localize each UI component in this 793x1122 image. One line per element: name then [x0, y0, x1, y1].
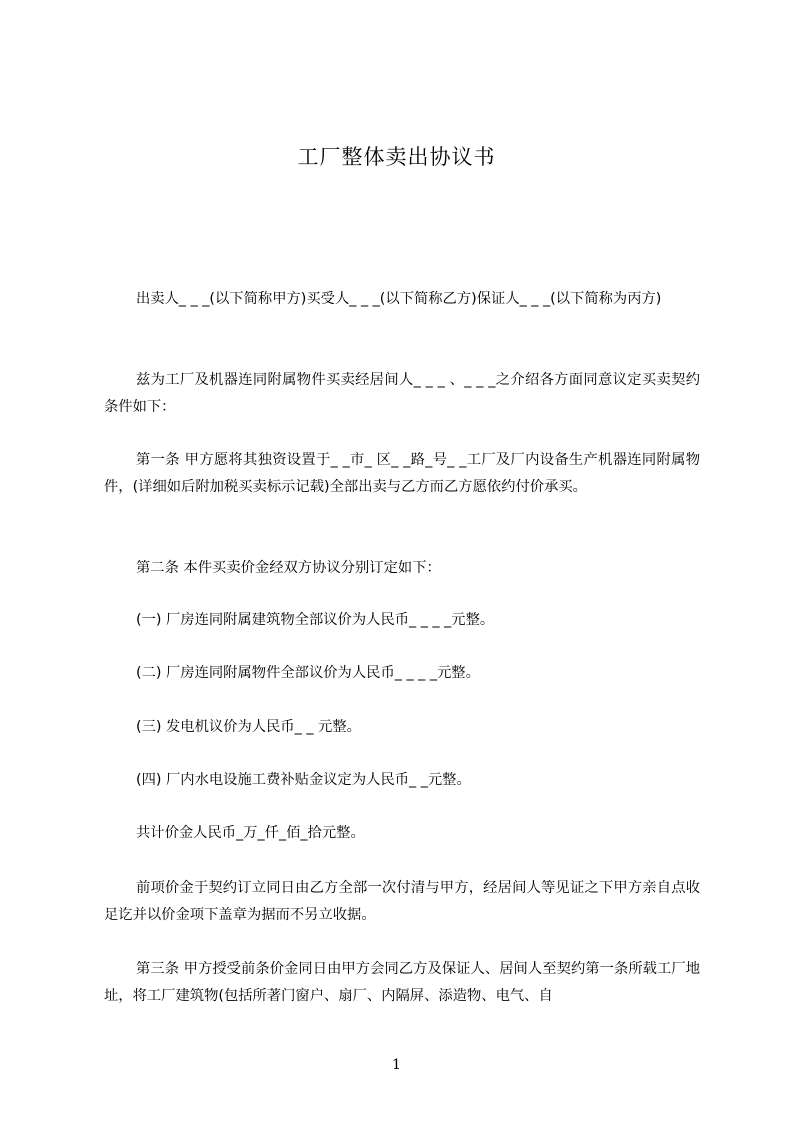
paragraph-payment: 前项价金于契约订立同日由乙方全部一次付清与甲方，经居间人等见证之下甲方亲自点收足讫并以价金项下盖章为据而不另立收据。 [104, 880, 700, 923]
paragraph-total: 共计价金人民币_万_仟_佰_拾元整。 [136, 825, 365, 841]
price-item-2: (二) 厂房连同附属物件全部议价为人民币_ _ _ _元整。 [136, 665, 480, 681]
paragraph-article-2: 第二条 本件买卖价金经双方协议分别订定如下： [136, 560, 441, 576]
price-item-3: (三) 发电机议价为人民币_ _ 元整。 [136, 719, 361, 735]
price-item-1: (一) 厂房连同附属建筑物全部议价为人民币_ _ _ _元整。 [136, 612, 495, 628]
price-item-4: (四) 厂内水电设施工费补贴金议定为人民币_ _元整。 [136, 772, 471, 788]
document-title: 工厂整体卖出协议书 [297, 145, 496, 169]
paragraph-article-1: 第一条 甲方愿将其独资设置于_ _市_ 区_ _路_号_ _工厂及厂内设备生产机器连同附属物件，(详细如后附加税买卖标示记载)全部出卖与乙方而乙方愿依约付价承买。 [104, 452, 700, 495]
paragraph-parties: 出卖人_ _ _(以下简称甲方)买受人_ _ _(以下简称乙方)保证人_ _ _(以下简称为丙方) [136, 291, 662, 307]
paragraph-preamble: 兹为工厂及机器连同附属物件买卖经居间人_ _ _ 、_ _ _之介绍各方面同意议定买卖契约条件如下： [104, 372, 700, 415]
paragraph-article-3: 第三条 甲方授受前条价金同日由甲方会同乙方及保证人、居间人至契约第一条所载工厂地址，将工厂建筑物(包括所著门窗户、扇厂、内隔屏、添造物、电气、自 [104, 961, 700, 1004]
page-number: 1 [392, 1057, 401, 1073]
